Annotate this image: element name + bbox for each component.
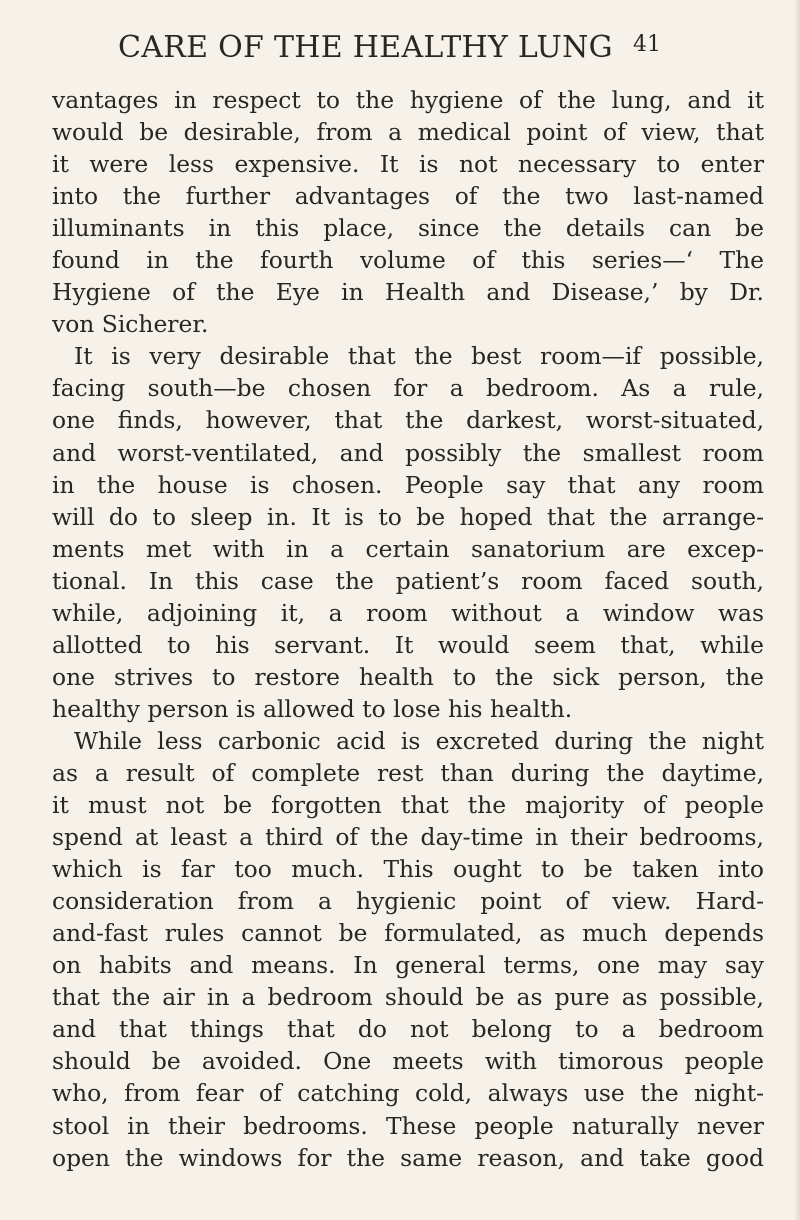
text-line: in the house is chosen. People say that any room [52,470,764,499]
paragraph-end-line: von Sicherer. [52,310,209,339]
text-line: which is far too much. This ought to be taken into [52,855,764,884]
text-line: found in the fourth volume of this series—‘ The [52,246,764,275]
text-line: vantages in respect to the hygiene of the lung, and it [52,86,764,114]
text-line: ments met with in a certain sanatorium are excep- [52,534,764,563]
running-head [0,30,800,70]
text-line: should be avoided. One meets with timorous people [52,1047,764,1076]
paragraph-start-line: It is very desirable that the best room—if possible, [74,342,764,371]
body-text [52,84,764,1174]
text-line: open the windows for the same reason, and take good [52,1143,764,1172]
text-line: stool in their bedrooms. These people naturally never [52,1111,764,1140]
text-line: it must not be forgotten that the majority of people [52,791,764,820]
text-line: Hygiene of the Eye in Health and Disease,’ by Dr. [52,278,764,307]
paragraph-end-line: healthy person is allowed to lose his health. [52,694,573,723]
paragraph-start-line: While less carbonic acid is excreted during the night [74,726,764,755]
text-line: into the further advantages of the two last-named [52,182,764,211]
text-line: facing south—be chosen for a bedroom. As a rule, [52,374,764,403]
text-line: consideration from a hygienic point of view. Hard- [52,887,764,916]
text-line: it were less expensive. It is not necessary to enter [52,150,764,179]
text-line: and-fast rules cannot be formulated, as much depends [52,919,764,948]
text-line: and worst-ventilated, and possibly the smallest room [52,438,764,467]
page-edge-shadow [794,0,800,1220]
page-number: 41 [633,32,661,57]
text-line: allotted to his servant. It would seem that, while [52,630,764,659]
text-line: will do to sleep in. It is to be hoped that the arrange- [52,502,764,531]
text-line: would be desirable, from a medical point of view, that [52,118,764,147]
running-head-title: CARE OF THE HEALTHY LUNG [118,30,613,65]
text-line: and that things that do not belong to a bedroom [52,1015,764,1044]
text-line: illuminants in this place, since the details can be [52,214,764,243]
text-line: that the air in a bedroom should be as pure as possible, [52,983,764,1012]
text-line: spend at least a third of the day-time in their bedrooms, [52,823,764,852]
text-line: one finds, however, that the darkest, worst-situated, [52,406,764,435]
text-line: one strives to restore health to the sick person, the [52,662,764,691]
text-line: as a result of complete rest than during the daytime, [52,758,764,787]
text-line: while, adjoining it, a room without a window was [52,598,764,627]
text-line: who, from fear of catching cold, always use the night- [52,1079,764,1108]
text-line: on habits and means. In general terms, one may say [52,951,764,980]
text-line: tional. In this case the patient’s room faced south, [52,566,764,595]
